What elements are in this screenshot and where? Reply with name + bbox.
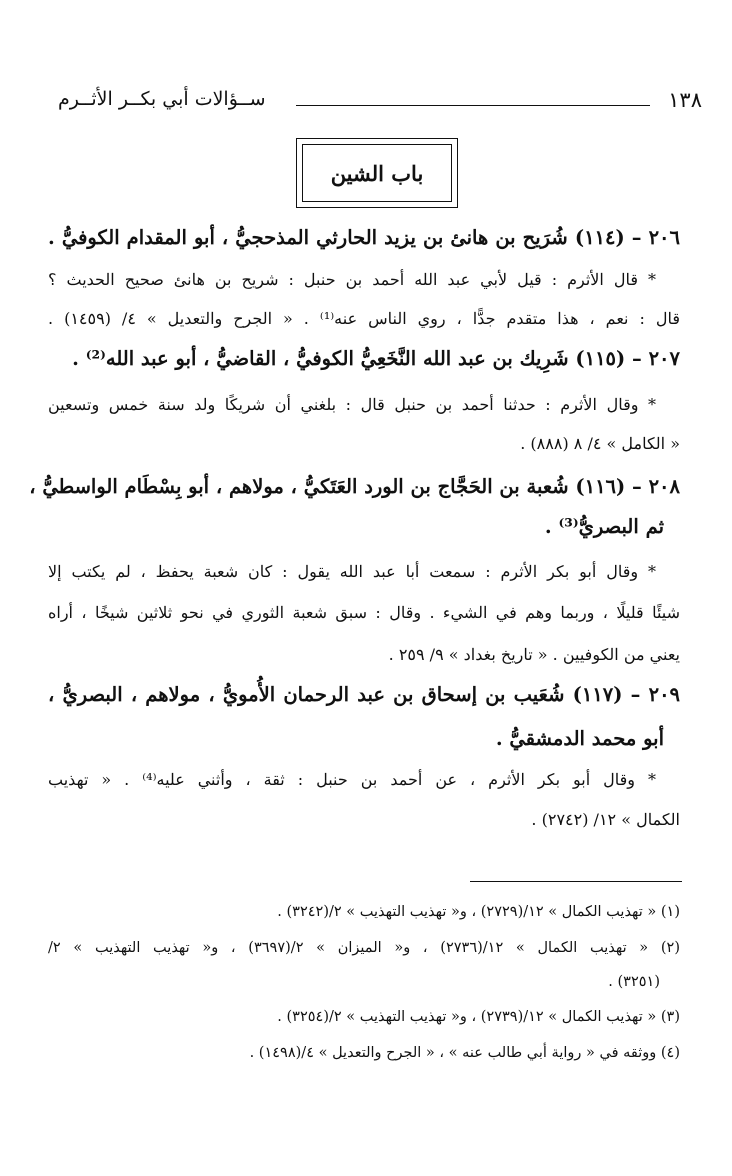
- entry-209-heading-line-2: أبو محمد الدمشقيُّ .: [495, 727, 664, 750]
- entry-206-text-line-1: * قال الأثرم : قيل لأبي عبد الله أحمد بن حنبل : شريح بن هانئ صحيح الحديث ؟: [48, 270, 656, 289]
- footnote-3: (٣) « تهذيب الكمال » ١٢/(٢٧٣٩) ، و« تهذيب التهذيب » ٢/(٣٢٥٤) .: [277, 1009, 680, 1025]
- entry-209-heading-line-1: ٢٠٩ – (١١٧) شُعَيب بن إسحاق بن عبد الرحمان الأُمويُّ ، مولاهم ، البصريُّ ،: [48, 683, 681, 706]
- entry-208-text-line-3: يعني من الكوفيين . « تاريخ بغداد » ٩/ ٢٥٩ .: [388, 645, 680, 664]
- entry-209-text-line-1: * وقال أبو بكر الأثرم ، عن أحمد بن حنبل : ثقة ، وأثني عليه⁽⁴⁾ . « تهذيب: [48, 770, 657, 789]
- header-rule: [296, 105, 650, 106]
- running-title: ســؤالات أبي بكــر الأثــرم: [58, 88, 266, 110]
- entry-209-text-line-2: الكمال » ١٢/ (٢٧٤٢) .: [531, 810, 680, 829]
- entry-207-text-line-2: « الكامل » ٤/ ٨ (٨٨٨) .: [520, 434, 680, 453]
- entry-207-heading: ٢٠٧ – (١١٥) شَرِيك بن عبد الله النَّخَعِيُّ الكوفيُّ ، القاضيُّ ، أبو عبد الله⁽²⁾ .: [72, 347, 680, 370]
- running-header: [58, 84, 702, 124]
- footnote-2-line-2: (٣٢٥١) .: [608, 974, 660, 990]
- chapter-title: باب الشين: [302, 144, 452, 202]
- entry-208-heading-line-2: ثم البصريُّ⁽³⁾ .: [544, 515, 664, 538]
- entry-206-text-line-2: قال : نعم ، هذا متقدم جدًّا ، روي الناس عنه⁽¹⁾ . « الجرح والتعديل » ٤/ (١٤٥٩) .: [48, 309, 681, 328]
- entry-208-text-line-2: شيئًا قليلًا ، وربما وهم في الشيء . وقال : سبق شعبة الثوري في نحو ثلاثين شيخًا ، أراه: [48, 603, 680, 622]
- chapter-heading-box: [296, 138, 458, 208]
- entry-208-text-line-1: * وقال أبو بكر الأثرم : سمعت أبا عبد الله يقول : كان شعبة يحفظ ، لم يكتب إلا: [48, 562, 656, 581]
- entry-207-text-line-1: * وقال الأثرم : حدثنا أحمد بن حنبل قال : بلغني أن شريكًا ولد سنة خمس وتسعين: [48, 395, 656, 414]
- footnote-2-line-1: (٢) « تهذيب الكمال » ١٢/(٢٧٣٦) ، و« الميزان » ٢/(٣٦٩٧) ، و« تهذيب التهذيب » ٢/: [48, 940, 681, 956]
- footnote-separator: [470, 881, 682, 882]
- footnote-4: (٤) ووثقه في « رواية أبي طالب عنه » ، « الجرح والتعديل » ٤/(١٤٩٨) .: [249, 1045, 680, 1061]
- footnote-1: (١) « تهذيب الكمال » ١٢/(٢٧٢٩) ، و« تهذيب التهذيب » ٢/(٣٢٤٢) .: [277, 904, 680, 920]
- entry-206-heading: ٢٠٦ – (١١٤) شُرَيح بن هانئ بن يزيد الحارثي المذحجيُّ ، أبو المقدام الكوفيُّ .: [48, 226, 680, 249]
- page-number: ١٣٨: [668, 88, 702, 112]
- entry-208-heading-line-1: ٢٠٨ – (١١٦) شُعبة بن الحَجَّاج بن الورد العَتَكيُّ ، مولاهم ، أبو بِسْطَام الواسطيُّ ،: [29, 475, 680, 498]
